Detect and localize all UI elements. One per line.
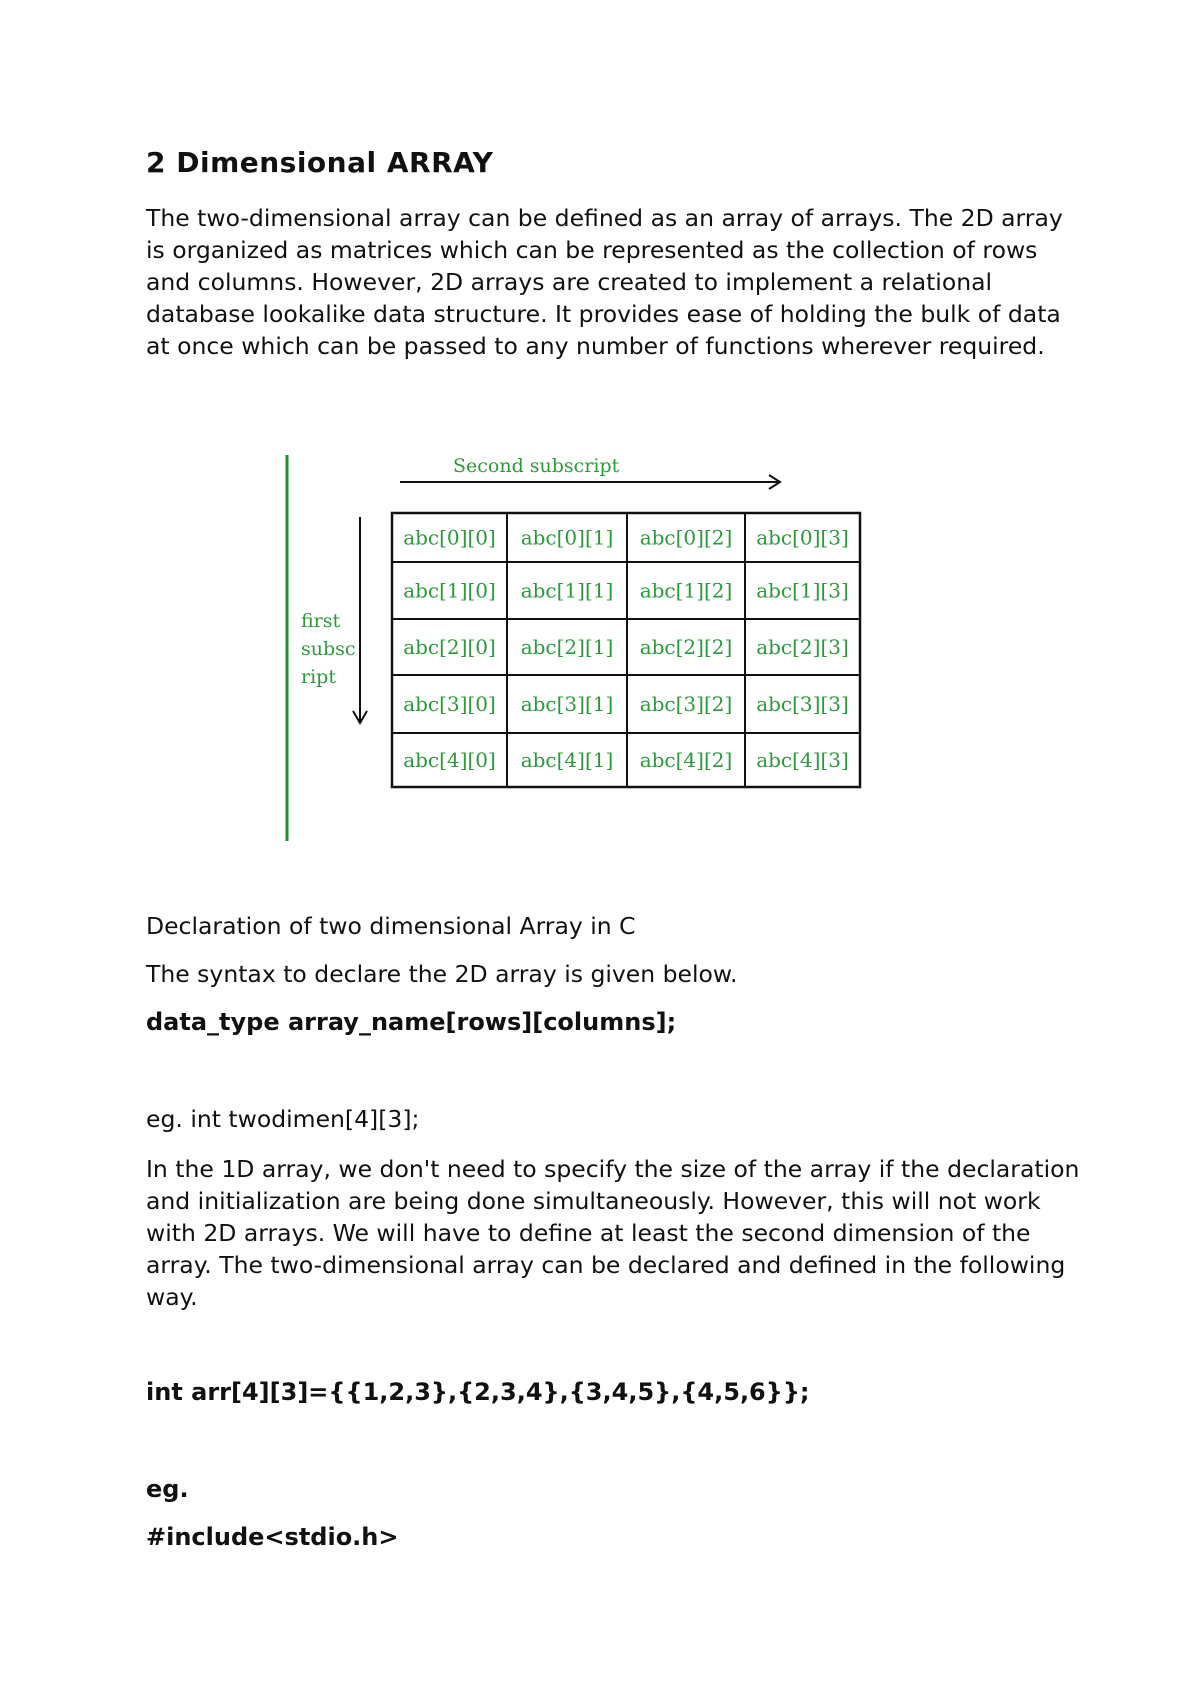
array-cell-label: abc[1][2] — [639, 578, 733, 603]
first-subscript-label-line-2: subsc — [301, 638, 356, 660]
init-code: int arr[4][3]={{1,2,3},{2,3,4},{3,4,5},{4,5,6}}; — [146, 1378, 810, 1406]
second-subscript-label: Second subscript — [453, 455, 620, 477]
page-title: 2 Dimensional ARRAY — [146, 146, 494, 179]
first-subscript-label-line-1: first — [301, 610, 341, 632]
array-grid — [392, 513, 860, 787]
include-line: #include<stdio.h> — [146, 1523, 399, 1551]
array-cell-label: abc[0][1] — [520, 525, 614, 550]
array-cell-label: abc[0][2] — [639, 525, 733, 550]
example-declaration: eg. int twodimen[4][3]; — [146, 1105, 420, 1133]
array-cell-label: abc[3][1] — [520, 692, 614, 716]
array-cell-label: abc[3][3] — [756, 692, 849, 716]
declaration-title: Declaration of two dimensional Array in C — [146, 912, 636, 940]
syntax-intro: The syntax to declare the 2D array is given below. — [146, 960, 738, 988]
array-cell-label: abc[1][0] — [403, 578, 496, 603]
eg-label: eg. — [146, 1475, 189, 1503]
first-subscript-label-line-3: ript — [301, 666, 336, 688]
array-cell-label: abc[2][1] — [520, 635, 614, 659]
array-cell-label: abc[0][0] — [403, 525, 496, 550]
intro-paragraph: The two-dimensional array can be defined as an array of arrays. The 2D array is organized as matrices which can be represented as the collection of rows and columns. However, 2D arrays are created to implement a relational database lookalike data structure. It provides ease of holding the bulk of data at once which can be passed to any number of functions wherever required. — [146, 204, 1063, 360]
array-cell-label: abc[2][0] — [403, 635, 496, 659]
array-cell-label: abc[1][1] — [520, 578, 614, 603]
array-cell-label: abc[2][2] — [639, 635, 733, 659]
array-diagram — [270, 445, 870, 855]
array-cell-label: abc[4][0] — [403, 748, 496, 772]
array-cell-label: abc[0][3] — [756, 525, 849, 550]
array-diagram-figure — [270, 445, 870, 855]
array-cell-label: abc[3][2] — [639, 692, 733, 716]
array-cell-label: abc[4][3] — [756, 748, 849, 772]
initialization-paragraph: In the 1D array, we don't need to specify the size of the array if the declaration and initialization are being done simultaneously. However, this will not work with 2D arrays. We will have to define at least the second dimension of the array. The two-dimensional array can be declared and defined in the following way. — [146, 1155, 1080, 1311]
syntax-code: data_type array_name[rows][columns]; — [146, 1008, 677, 1036]
array-cell-label: abc[4][2] — [639, 748, 733, 772]
array-cell-label: abc[4][1] — [520, 748, 614, 772]
array-cell-label: abc[2][3] — [756, 635, 849, 659]
array-cell-label: abc[1][3] — [756, 578, 849, 603]
array-cell-label: abc[3][0] — [403, 692, 496, 716]
